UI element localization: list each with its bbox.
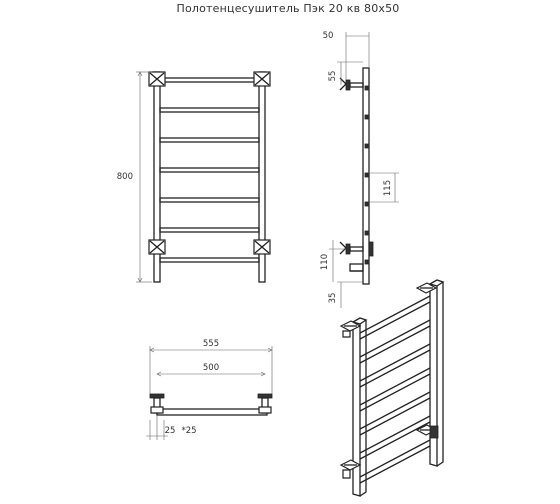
bottom-mount-left xyxy=(150,394,164,413)
height-dimension-label: 800 xyxy=(116,172,133,182)
front-mount-top-right xyxy=(254,72,270,86)
side-bottom-offset-label: 35 xyxy=(328,292,338,304)
bottom-view xyxy=(146,339,272,440)
bottom-total-width-label: 555 xyxy=(202,339,220,349)
bottom-offset-left-label: 25 xyxy=(164,426,176,436)
side-mount-top xyxy=(340,78,363,90)
front-rungs xyxy=(160,78,259,262)
side-spacing-label: 115 xyxy=(383,179,393,197)
bottom-axis-width-label: 500 xyxy=(202,363,220,373)
bottom-offset-right-label: *25 xyxy=(181,426,197,436)
side-rung-ends xyxy=(365,86,368,264)
isometric-view xyxy=(341,280,443,496)
iso-rungs xyxy=(360,296,430,483)
front-mount-top-left xyxy=(149,72,165,86)
bottom-mount-right xyxy=(258,394,272,413)
drawing-title: Полотенцесушитель Пэк 20 кв 80х50 xyxy=(176,2,400,15)
side-view xyxy=(320,31,399,308)
side-top-offset-label: 55 xyxy=(328,70,338,82)
iso-mount-bottom-left xyxy=(341,460,360,478)
front-view xyxy=(117,72,270,282)
side-depth-label: 50 xyxy=(322,31,334,41)
front-mount-bottom-right xyxy=(254,240,270,254)
side-bottom-mount-label: 110 xyxy=(320,253,330,271)
front-mount-bottom-left xyxy=(149,240,165,254)
side-bottom-fitting xyxy=(350,264,363,271)
